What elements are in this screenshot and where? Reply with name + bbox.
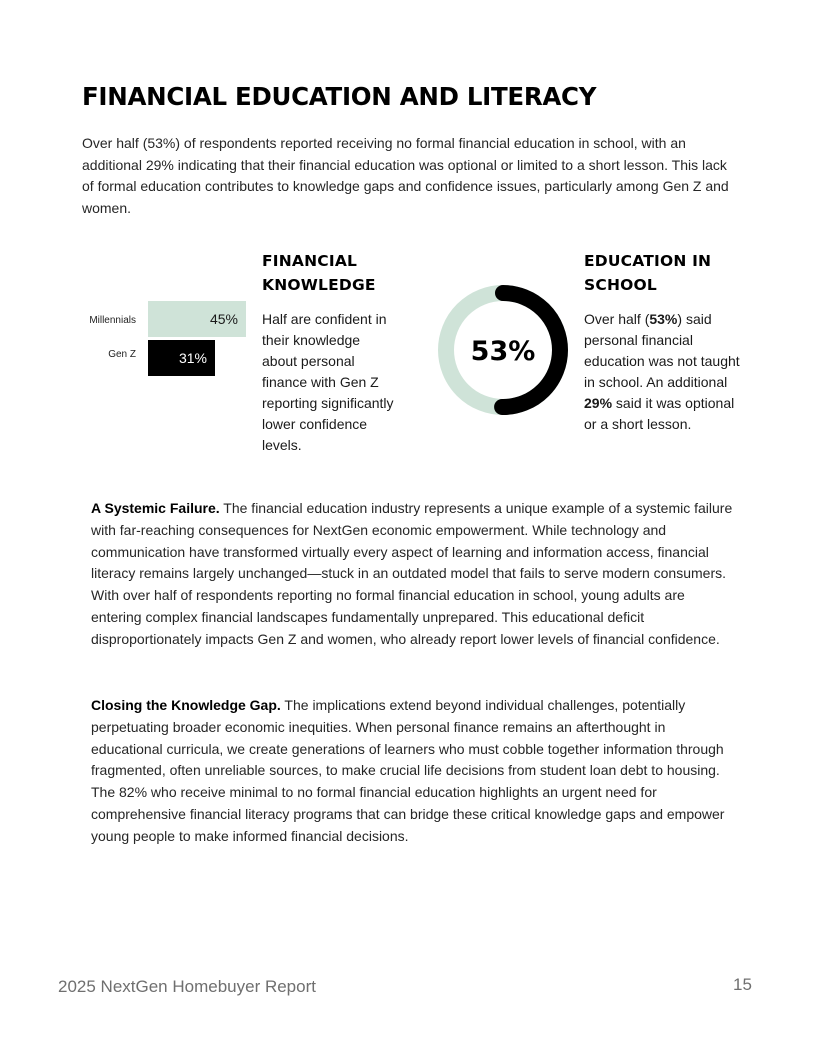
education-text: Over half (53%) said personal financial education was not taught in school. An additional 29% said it was optional or a short lesson. <box>584 311 740 432</box>
knowledge-heading-line1: FINANCIAL <box>262 252 358 270</box>
bar-label-genz: Gen Z <box>108 349 136 360</box>
systemic-failure-paragraph: A Systemic Failure. The financial education industry represents a unique example of a systemic failure with far-reaching consequences for NextGen economic empowerment. While technology and communication have transformed virtually every aspect of learning and information access, financial literacy remains largely unchanged—stuck in an outdated model that fails to serve modern consumers. With over half of respondents reporting no formal financial education in school, young adults are entering complex financial landscapes fundamentally unprepared. This educational deficit disproportionately impacts Gen Z and women, who already report lower levels of financial confidence. <box>91 500 733 647</box>
bar-millennials <box>148 301 246 337</box>
education-heading-line2: SCHOOL <box>584 275 657 294</box>
knowledge-gap-paragraph: Closing the Knowledge Gap. The implications extend beyond individual challenges, potentially perpetuating broader economic inequities. When personal finance remains an afterthought in educational curricula, we create generations of learners who must cobble together information through fragmented, often unreliable sources, to make crucial life decisions from student loan debt to housing. The 82% who receive minimal to no formal financial education highlights an urgent need for comprehensive financial literacy programs that can bridge these critical knowledge gaps and empower young people to make informed financial decisions. <box>91 697 725 844</box>
education-heading <box>584 250 744 297</box>
knowledge-text: Half are confident in their knowledge about personal finance with Gen Z reporting significantly lower confidence levels. <box>262 311 394 453</box>
donut-center-label: 53% <box>470 336 536 367</box>
intro-paragraph: Over half (53%) of respondents reported receiving no formal financial education in school, with an additional 29% indicating that their financial education was optional or limited to a short lesson. This lack of formal education contributes to knowledge gaps and confidence issues, particularly among Gen Z and women. <box>82 135 729 216</box>
knowledge-block <box>262 250 412 456</box>
footer-report-title: 2025 NextGen Homebuyer Report <box>58 977 316 996</box>
page-title: FINANCIAL EDUCATION AND LITERACY <box>82 82 597 111</box>
bar-genz <box>148 340 215 376</box>
education-heading-line1: EDUCATION IN <box>584 252 712 270</box>
page-number: 15 <box>733 975 752 994</box>
bar-value-genz: 31% <box>178 350 207 366</box>
systemic-failure-lead: A Systemic Failure. <box>91 500 220 516</box>
bar-label-millennials: Millennials <box>89 315 136 326</box>
knowledge-gap-lead: Closing the Knowledge Gap. <box>91 697 281 713</box>
education-donut-chart <box>437 284 569 416</box>
bar-value-millennials: 45% <box>209 311 238 327</box>
knowledge-heading <box>262 250 412 297</box>
education-stat-53: 53% <box>649 311 678 327</box>
education-block <box>584 250 744 435</box>
knowledge-heading-line2: KNOWLEDGE <box>262 275 376 294</box>
education-stat-29: 29% <box>584 395 613 411</box>
